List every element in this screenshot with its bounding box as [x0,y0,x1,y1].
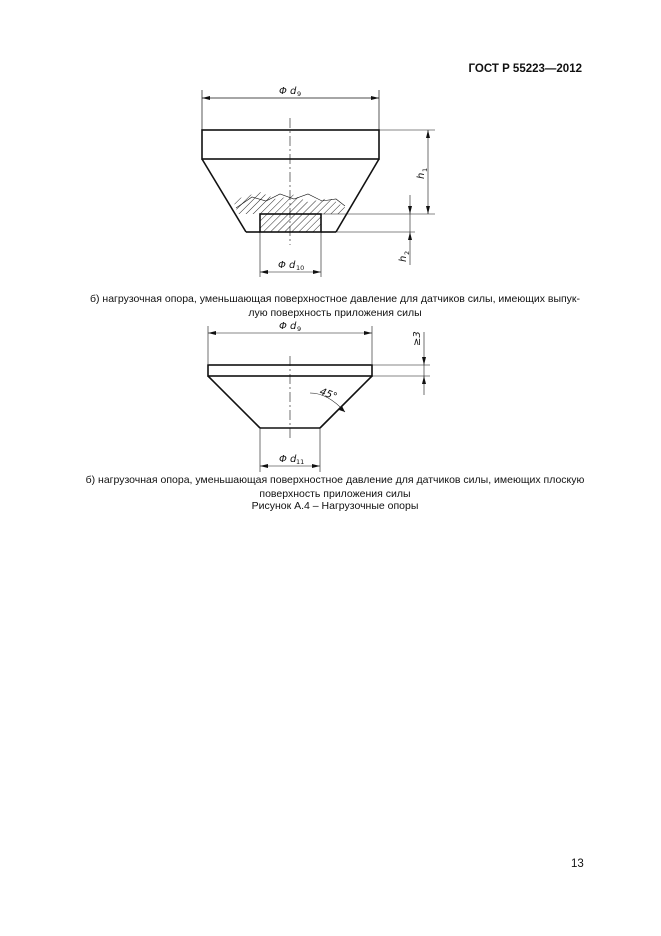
page-number: 13 [571,858,584,870]
figure2-caption [40,473,630,501]
fig2-angle: 45° [317,386,339,403]
fig2-dim-top: Φ d [279,321,297,332]
figure2-caption-line2: поверхность приложения силы [259,488,411,500]
figure1-caption-line1: б) нагрузочная опора, уменьшающая поверхностное давление для датчиков силы, имеющих выпук- [89,293,581,305]
standard-header: ГОСТ Р 55223—2012 [468,63,582,75]
figure2-drawing [208,321,430,472]
fig1-dim-bottom-sub: 10 [296,264,305,272]
fig1-h1: h [416,172,427,179]
figure2-caption-line1: б) нагрузочная опора, уменьшающая поверхностное давление для датчиков силы, имеющих плоскую [85,474,585,486]
figure1-caption [40,292,630,320]
figure1-caption-line2: лую поверхность приложения силы [248,307,422,319]
fig1-dim-bottom: Φ d [278,260,296,271]
fig1-dim-top: Φ d [279,86,297,97]
fig2-thickness: ≥3 [412,331,423,346]
fig2-dim-bottom-sub: 11 [296,458,305,466]
figure1-drawing [202,86,435,277]
fig1-h2: h [398,255,409,262]
fig1-h2-sub: 2 [403,250,411,255]
figure-title: Рисунок А.4 – Нагрузочные опоры [251,500,419,512]
fig1-dim-top-sub: 9 [297,90,302,98]
fig2-dim-top-sub: 9 [297,325,302,333]
fig2-dim-bottom: Φ d [279,454,297,465]
fig1-h1-sub: 1 [421,167,429,172]
